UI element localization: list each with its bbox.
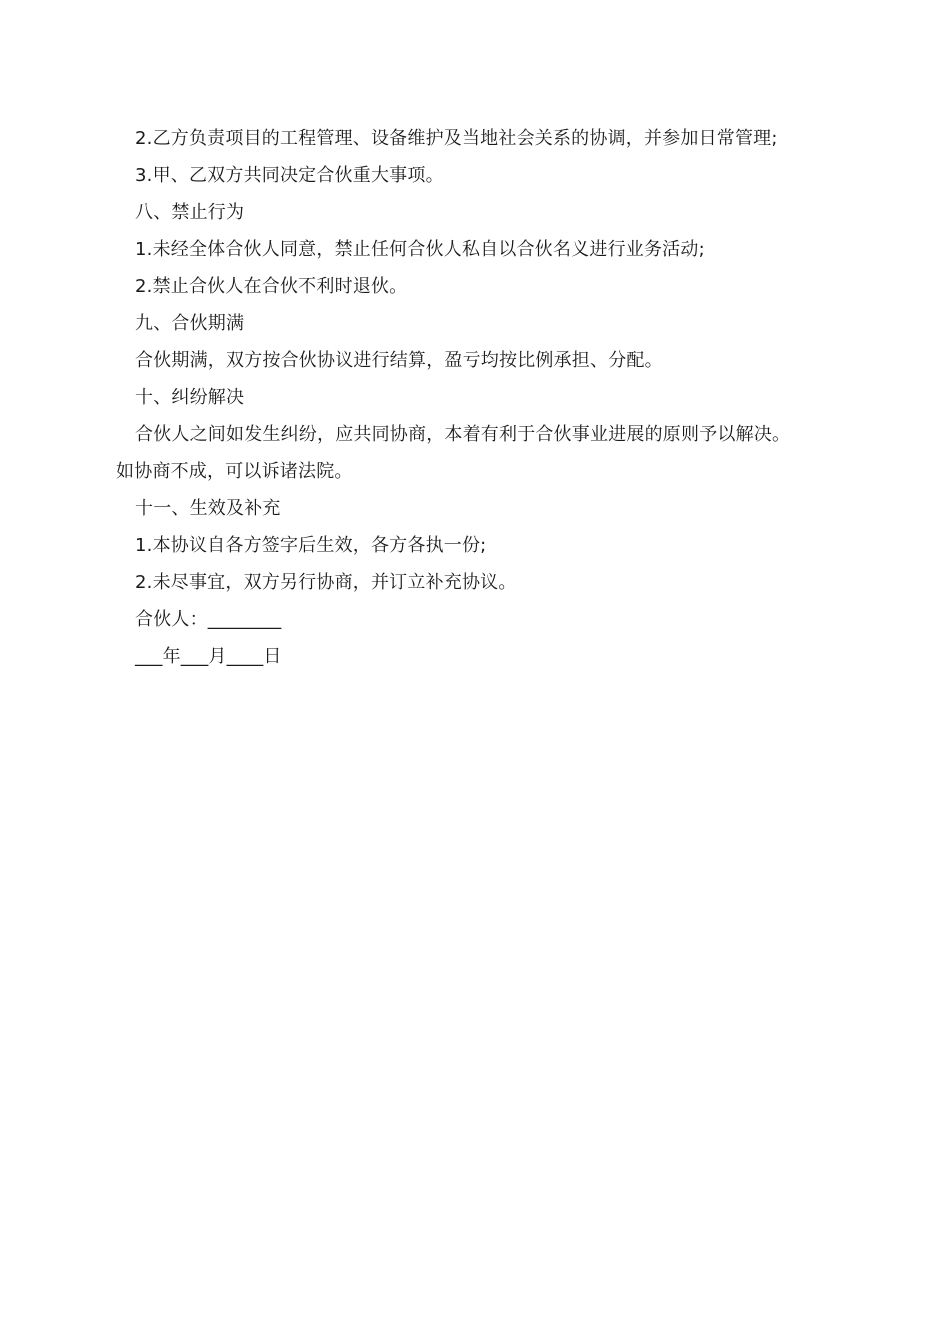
document-body [116,120,836,675]
clause-8-item-2: 2.禁止合伙人在合伙不利时退伙。 [135,276,408,297]
section-heading-9: 九、合伙期满 [135,313,245,334]
partner-signature-line: 合伙人：________ [135,609,282,630]
section-heading-11: 十一、生效及补充 [135,498,281,519]
clause-10-text-continued: 如协商不成，可以诉诸法院。 [116,461,353,482]
clause-8-item-1: 1.未经全体合伙人同意，禁止任何合伙人私自以合伙名义进行业务活动; [135,239,705,260]
clause-7-item-2: 2.乙方负责项目的工程管理、设备维护及当地社会关系的协调，并参加日常管理; [135,128,778,149]
clause-9-text: 合伙期满，双方按合伙协议进行结算，盈亏均按比例承担、分配。 [135,350,663,371]
clause-7-item-3: 3.甲、乙双方共同决定合伙重大事项。 [135,165,444,186]
clause-11-item-2: 2.未尽事宜，双方另行协商，并订立补充协议。 [135,572,517,593]
clause-10-text: 合伙人之间如发生纠纷，应共同协商，本着有利于合伙事业进展的原则予以解决。 [135,424,791,445]
signature-date-line: ___年___月____日 [135,646,282,667]
clause-11-item-1: 1.本协议自各方签字后生效，各方各执一份; [135,535,487,556]
section-heading-10: 十、纠纷解决 [135,387,245,408]
section-heading-8: 八、禁止行为 [135,202,245,223]
